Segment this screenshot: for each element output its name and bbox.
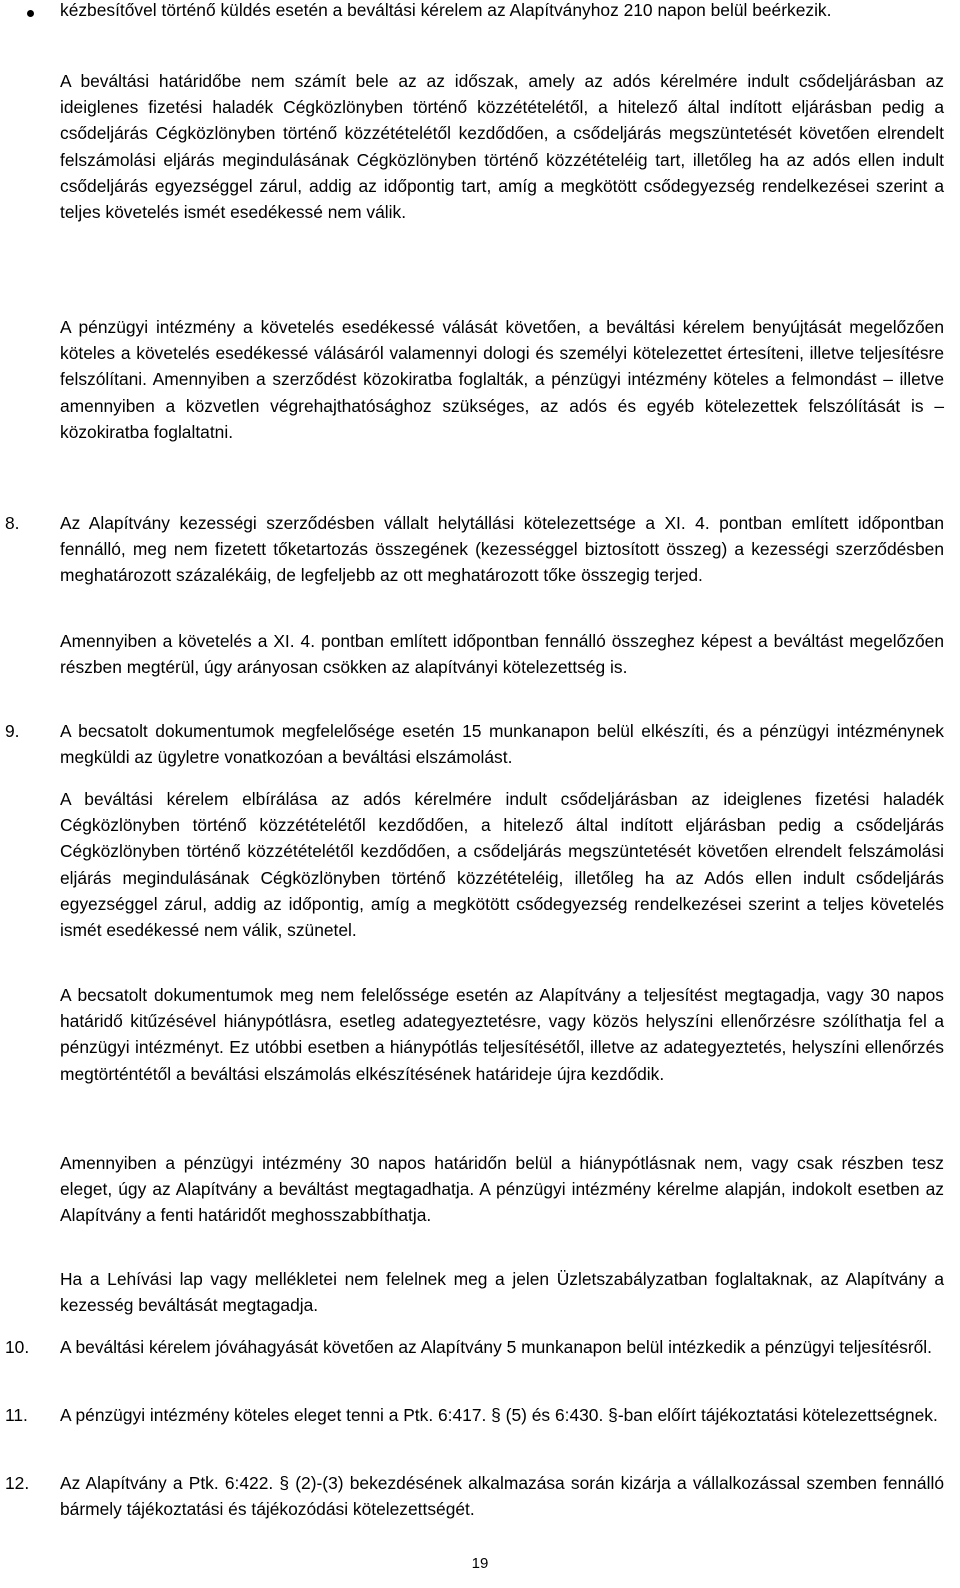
page-number: 19 <box>471 1555 489 1572</box>
item-number: 8. <box>5 513 20 533</box>
paragraph-financial-institution: A pénzügyi intézmény a követelés esedékessé válását követően, a beváltási kérelem benyújtását megelőzően köteles a követelés esedékessé válásáról valamennyi dologi és személyi kötelezettet értesíteni, illetve teljesítésre felszólítani. Amennyiben a szerződést közokiratba foglalták, a pénzügyi intézmény köteles a felmondást – illetve amennyiben a közvetlen végrehajthatósághoz szükséges, az adós és egyéb kötelezettek felszólítását is – közokiratba foglaltatni. <box>60 317 944 442</box>
bullet-text: kézbesítővel történő küldés esetén a beváltási kérelem az Alapítványhoz 210 napon belül beérkezik. <box>60 0 832 20</box>
paragraph-deadline-exclusion: A beváltási határidőbe nem számít bele az az időszak, amely az adós kérelmére indult csődeljárásban az ideiglenes fizetési haladék Cégközlönyben történő közzétételétől, a hitelező által indított eljárásban pedig a csődeljárás Cégközlönyben történő közzétételétől kezdődően, a csődeljárás megszüntetését követően elrendelt felszámolási eljárás megindulásának Cégközlönyben történő közzétételéig tart, illetőleg ha az adós ellen indult csődeljárás egyezséggel zárul, addig az időpontig tart, amíg a megkötött csődegyezség rendelkezései szerint a teljes követelés ismét esedékessé nem válik. <box>60 71 944 223</box>
item-9-paragraph-5: Ha a Lehívási lap vagy mellékletei nem felelnek meg a jelen Üzletszabályzatban foglaltaknak, az Alapítvány a kezesség beváltását megtagadja. <box>60 1269 944 1316</box>
item-11-paragraph: A pénzügyi intézmény köteles eleget tenni a Ptk. 6:417. § (5) és 6:430. §-ban előírt tájékoztatási kötelezettségnek. <box>60 1405 938 1425</box>
item-number: 9. <box>5 721 20 741</box>
bullet-list-item <box>0 0 960 56</box>
item-9-paragraph-4: Amennyiben a pénzügyi intézmény 30 napos határidőn belül a hiánypótlásnak nem, vagy csak részben tesz eleget, úgy az Alapítvány a beváltást megtagadhatja. A pénzügyi intézmény kérelme alapján, indokolt esetben az Alapítvány a fenti határidőt meghosszabbíthatja. <box>60 1153 944 1226</box>
item-10-paragraph: A beváltási kérelem jóváhagyását követően az Alapítvány 5 munkanapon belül intézkedik a pénzügyi teljesítésről. <box>60 1337 932 1357</box>
item-9-paragraph-2: A beváltási kérelem elbírálása az adós kérelmére indult csődeljárásban az ideiglenes fizetési haladék Cégközlönyben történő közzétételétől kezdődően, a hitelező által indított eljárásban pedig a csődeljárás Cégközlönyben történő közzétételétől kezdődően, a csődeljárás megszüntetését követően elrendelt felszámolási eljárás megindulásának Cégközlönyben történő közzétételéig, illetőleg ha az Adós ellen indult csődeljárás egyezséggel zárul, addig az időpontig, amíg a megkötött csődegyezség rendelkezései szerint a teljes követelés ismét esedékessé nem válik, szünetel. <box>60 789 944 941</box>
item-9-paragraph-3: A becsatolt dokumentumok meg nem felelőssége esetén az Alapítvány a teljesítést megtagadja, vagy 30 napos határidő kitűzésével hiánypótlásra, esetleg adategyeztetésre, vagy közös helyszíni ellenőrzésre szólíthatja fel a pénzügyi intézményt. Ez utóbbi esetben a hiánypótlás teljesítésétől, illetve az adategyeztetés, helyszíni ellenőrzés megtörténtétől a beváltási elszámolás elkészítésének határideje újra kezdődik. <box>60 985 944 1084</box>
item-8-paragraph-2: Amennyiben a követelés a XI. 4. pontban említett időpontban fennálló összeghez képest a beváltást megelőzően részben megtérül, úgy arányosan csökken az alapítványi kötelezettség is. <box>60 631 944 678</box>
item-9-paragraph-1: A becsatolt dokumentumok megfelelősége esetén 15 munkanapon belül elkészíti, és a pénzügyi intézménynek megküldi az ügyletre vonatkozóan a beváltási elszámolást. <box>60 721 944 768</box>
item-number: 10. <box>5 1337 30 1357</box>
item-12-paragraph: Az Alapítvány a Ptk. 6:422. § (2)-(3) bekezdésének alkalmazása során kizárja a vállalkozással szemben fennálló bármely tájékoztatási és tájékozódási kötelezettségét. <box>60 1473 944 1520</box>
bullet-icon <box>27 10 34 17</box>
item-8-paragraph-1: Az Alapítvány kezességi szerződésben vállalt helytállási kötelezettsége a XI. 4. pontban említett időpontban fennálló, meg nem fizetett tőketartozás összegének (kezességgel biztosított összeg) a kezességi szerződésben meghatározott százalékáig, de legfeljebb az ott meghatározott tőke összegig terjed. <box>60 513 944 586</box>
item-number: 11. <box>5 1405 28 1425</box>
item-number: 12. <box>5 1473 30 1493</box>
